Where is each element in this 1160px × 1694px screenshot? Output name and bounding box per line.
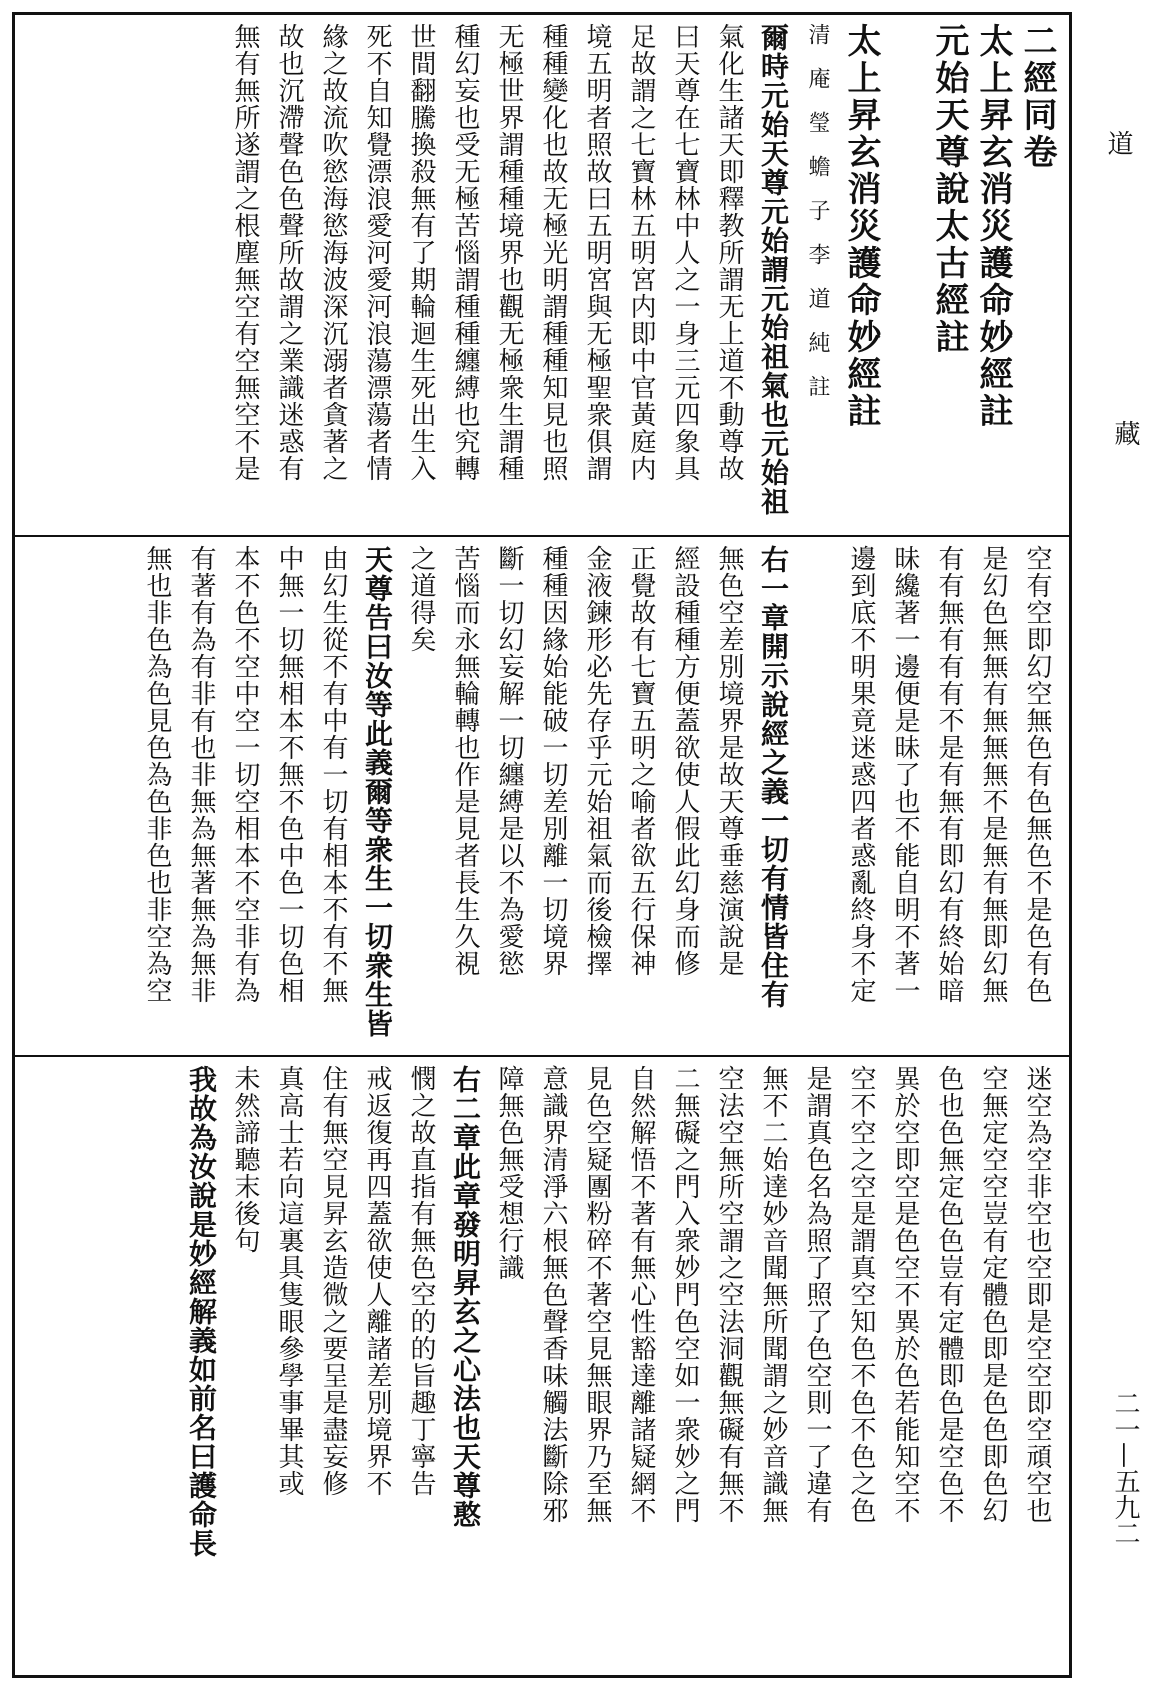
text-column: 見色空疑團粉碎不著空見無眼界乃至無	[582, 1065, 612, 1524]
text-column: 故也沉滯聲色色聲所故謂之業識迷惑有	[274, 23, 304, 482]
text-column: 色也色無定色色豈有定體即色是空色不	[934, 1065, 964, 1524]
text-column: 正覺故有七寶五明之喻者欲五行保神	[626, 545, 656, 977]
text-column: 斷一切幻妄解一切纏縛是以不為愛慾	[494, 545, 524, 977]
text-column: 金液鍊形必先存乎元始祖氣而後檢擇	[582, 545, 612, 977]
text-column: 戒返復再四蓋欲使人離諸差別境界不	[362, 1065, 392, 1497]
text-column: 空法空無所空謂之空法洞觀無礙有無不	[714, 1065, 744, 1524]
text-column: 未然諦聽末後句	[230, 1065, 260, 1254]
text-column: 無也非色為色見色為色非色也非空為空	[142, 545, 172, 1004]
text-column: 氣化生諸天即釋教所謂无上道不動尊故	[714, 23, 744, 482]
text-column: 迷空為空非空也空即是空空即空頑空也	[1022, 1065, 1052, 1524]
margin-label-zang: 藏	[1110, 420, 1140, 446]
title-column: 二經同卷	[1017, 23, 1057, 171]
text-column: 空不空之空是謂真空知色不色不色之色	[846, 1065, 876, 1524]
text-frame	[12, 12, 1072, 1678]
title-column: 太上昇玄消災護命妙經註	[841, 23, 881, 430]
text-column: 障無色無受想行識	[494, 1065, 524, 1281]
text-column: 清 庵 瑩 蟾 子 李 道 純 註	[805, 23, 830, 397]
text-column: 死不自知覺漂浪愛河愛河浪蕩漂蕩者情	[362, 23, 392, 482]
column-spacer	[883, 23, 927, 533]
text-column: 真高士若向這裏具隻眼參學事畢其或	[274, 1065, 304, 1497]
text-column: 是謂真色名為照了照了色空則一了違有	[802, 1065, 832, 1524]
text-column: 境五明者照故曰五明宮與无極聖衆俱謂	[582, 23, 612, 482]
panel-bottom	[15, 1055, 1069, 1675]
text-column: 右二章此章發明昇玄之心法也天尊憨	[449, 1065, 482, 1529]
text-column: 曰天尊在七寶林中人之一身三元四象具	[670, 23, 700, 482]
text-column: 異於空即空是色空不異於色若能知空不	[890, 1065, 920, 1524]
margin-label-dao: 道	[1103, 130, 1133, 156]
text-column: 住有無空見昇玄造微之要呈是盡妄修	[318, 1065, 348, 1497]
text-column: 中無一切無相本不無不色中色一切色相	[274, 545, 304, 1004]
panel-middle	[15, 535, 1069, 1053]
text-column: 之道得矣	[406, 545, 436, 653]
text-column: 邊到底不明果竟迷惑四者惑亂終身不定	[846, 545, 876, 1004]
text-column: 空有空即幻空無色有色無色不是色有色	[1022, 545, 1052, 1004]
page-number: 二一—五九二	[1110, 1390, 1140, 1546]
text-column: 右一章開示說經之義一切有情皆住有	[757, 545, 790, 1009]
text-column: 我故為汝說是妙經解義如前名曰護命長	[185, 1065, 218, 1558]
text-column: 經設種種方便蓋欲使人假此幻身而修	[670, 545, 700, 977]
column-spacer	[795, 545, 839, 1053]
text-column: 本不色不空中空一切空相本不空非有為	[230, 545, 260, 1004]
text-column: 自然解悟不著有無心性豁達離諸疑網不	[626, 1065, 656, 1524]
text-column: 昧纔著一邊便是昧了也不能自明不著一	[890, 545, 920, 1004]
panel-top	[15, 15, 1069, 533]
text-column: 種幻妄也受无極苦惱謂種種纏縛也究轉	[450, 23, 480, 482]
text-column: 由幻生從不有中有一切有相本不有不無	[318, 545, 348, 1004]
text-column: 天尊告曰汝等此義爾等衆生一切衆生皆	[361, 545, 394, 1038]
text-column: 緣之故流吹慾海慾海波深沉溺者貪著之	[318, 23, 348, 482]
text-column: 種種因緣始能破一切差別離一切境界	[538, 545, 568, 977]
text-column: 意識界清淨六根無色聲香味觸法斷除邪	[538, 1065, 568, 1524]
text-column: 無色空差別境界是故天尊垂慈演說是	[714, 545, 744, 977]
text-column: 憫之故直指有無色空的的旨趣丁寧告	[406, 1065, 436, 1497]
text-column: 是幻色無無有無無無不是無有無即幻無	[978, 545, 1008, 1004]
text-column: 苦惱而永無輪轉也作是見者長生久視	[450, 545, 480, 977]
title-column: 太上昇玄消災護命妙經註	[973, 23, 1013, 430]
text-column: 无極世界謂種種境界也觀无極衆生謂種	[494, 23, 524, 482]
text-column: 足故謂之七寶林五明宮内即中官黃庭内	[626, 23, 656, 482]
text-column: 爾時元始天尊元始謂元始祖氣也元始祖	[757, 23, 790, 516]
text-column: 空無定空空豈有定體色即是色色即色幻	[978, 1065, 1008, 1524]
text-column: 二無礙之門入衆妙門色空如一衆妙之門	[670, 1065, 700, 1524]
text-column: 無有無所遂謂之根塵無空有空無空不是	[230, 23, 260, 482]
text-column: 有有無有有有不是有無有即幻有終始暗	[934, 545, 964, 1004]
text-column: 有著有為有非有也非無為無著無為無非	[186, 545, 216, 1004]
text-column: 無不二始達妙音聞無所聞謂之妙音識無	[758, 1065, 788, 1524]
text-column: 種種變化也故无極光明謂種種知見也照	[538, 23, 568, 482]
text-column: 世間翻騰換殺無有了期輪迴生死出生入	[406, 23, 436, 482]
title-column: 元始天尊說太古經註	[929, 23, 969, 356]
